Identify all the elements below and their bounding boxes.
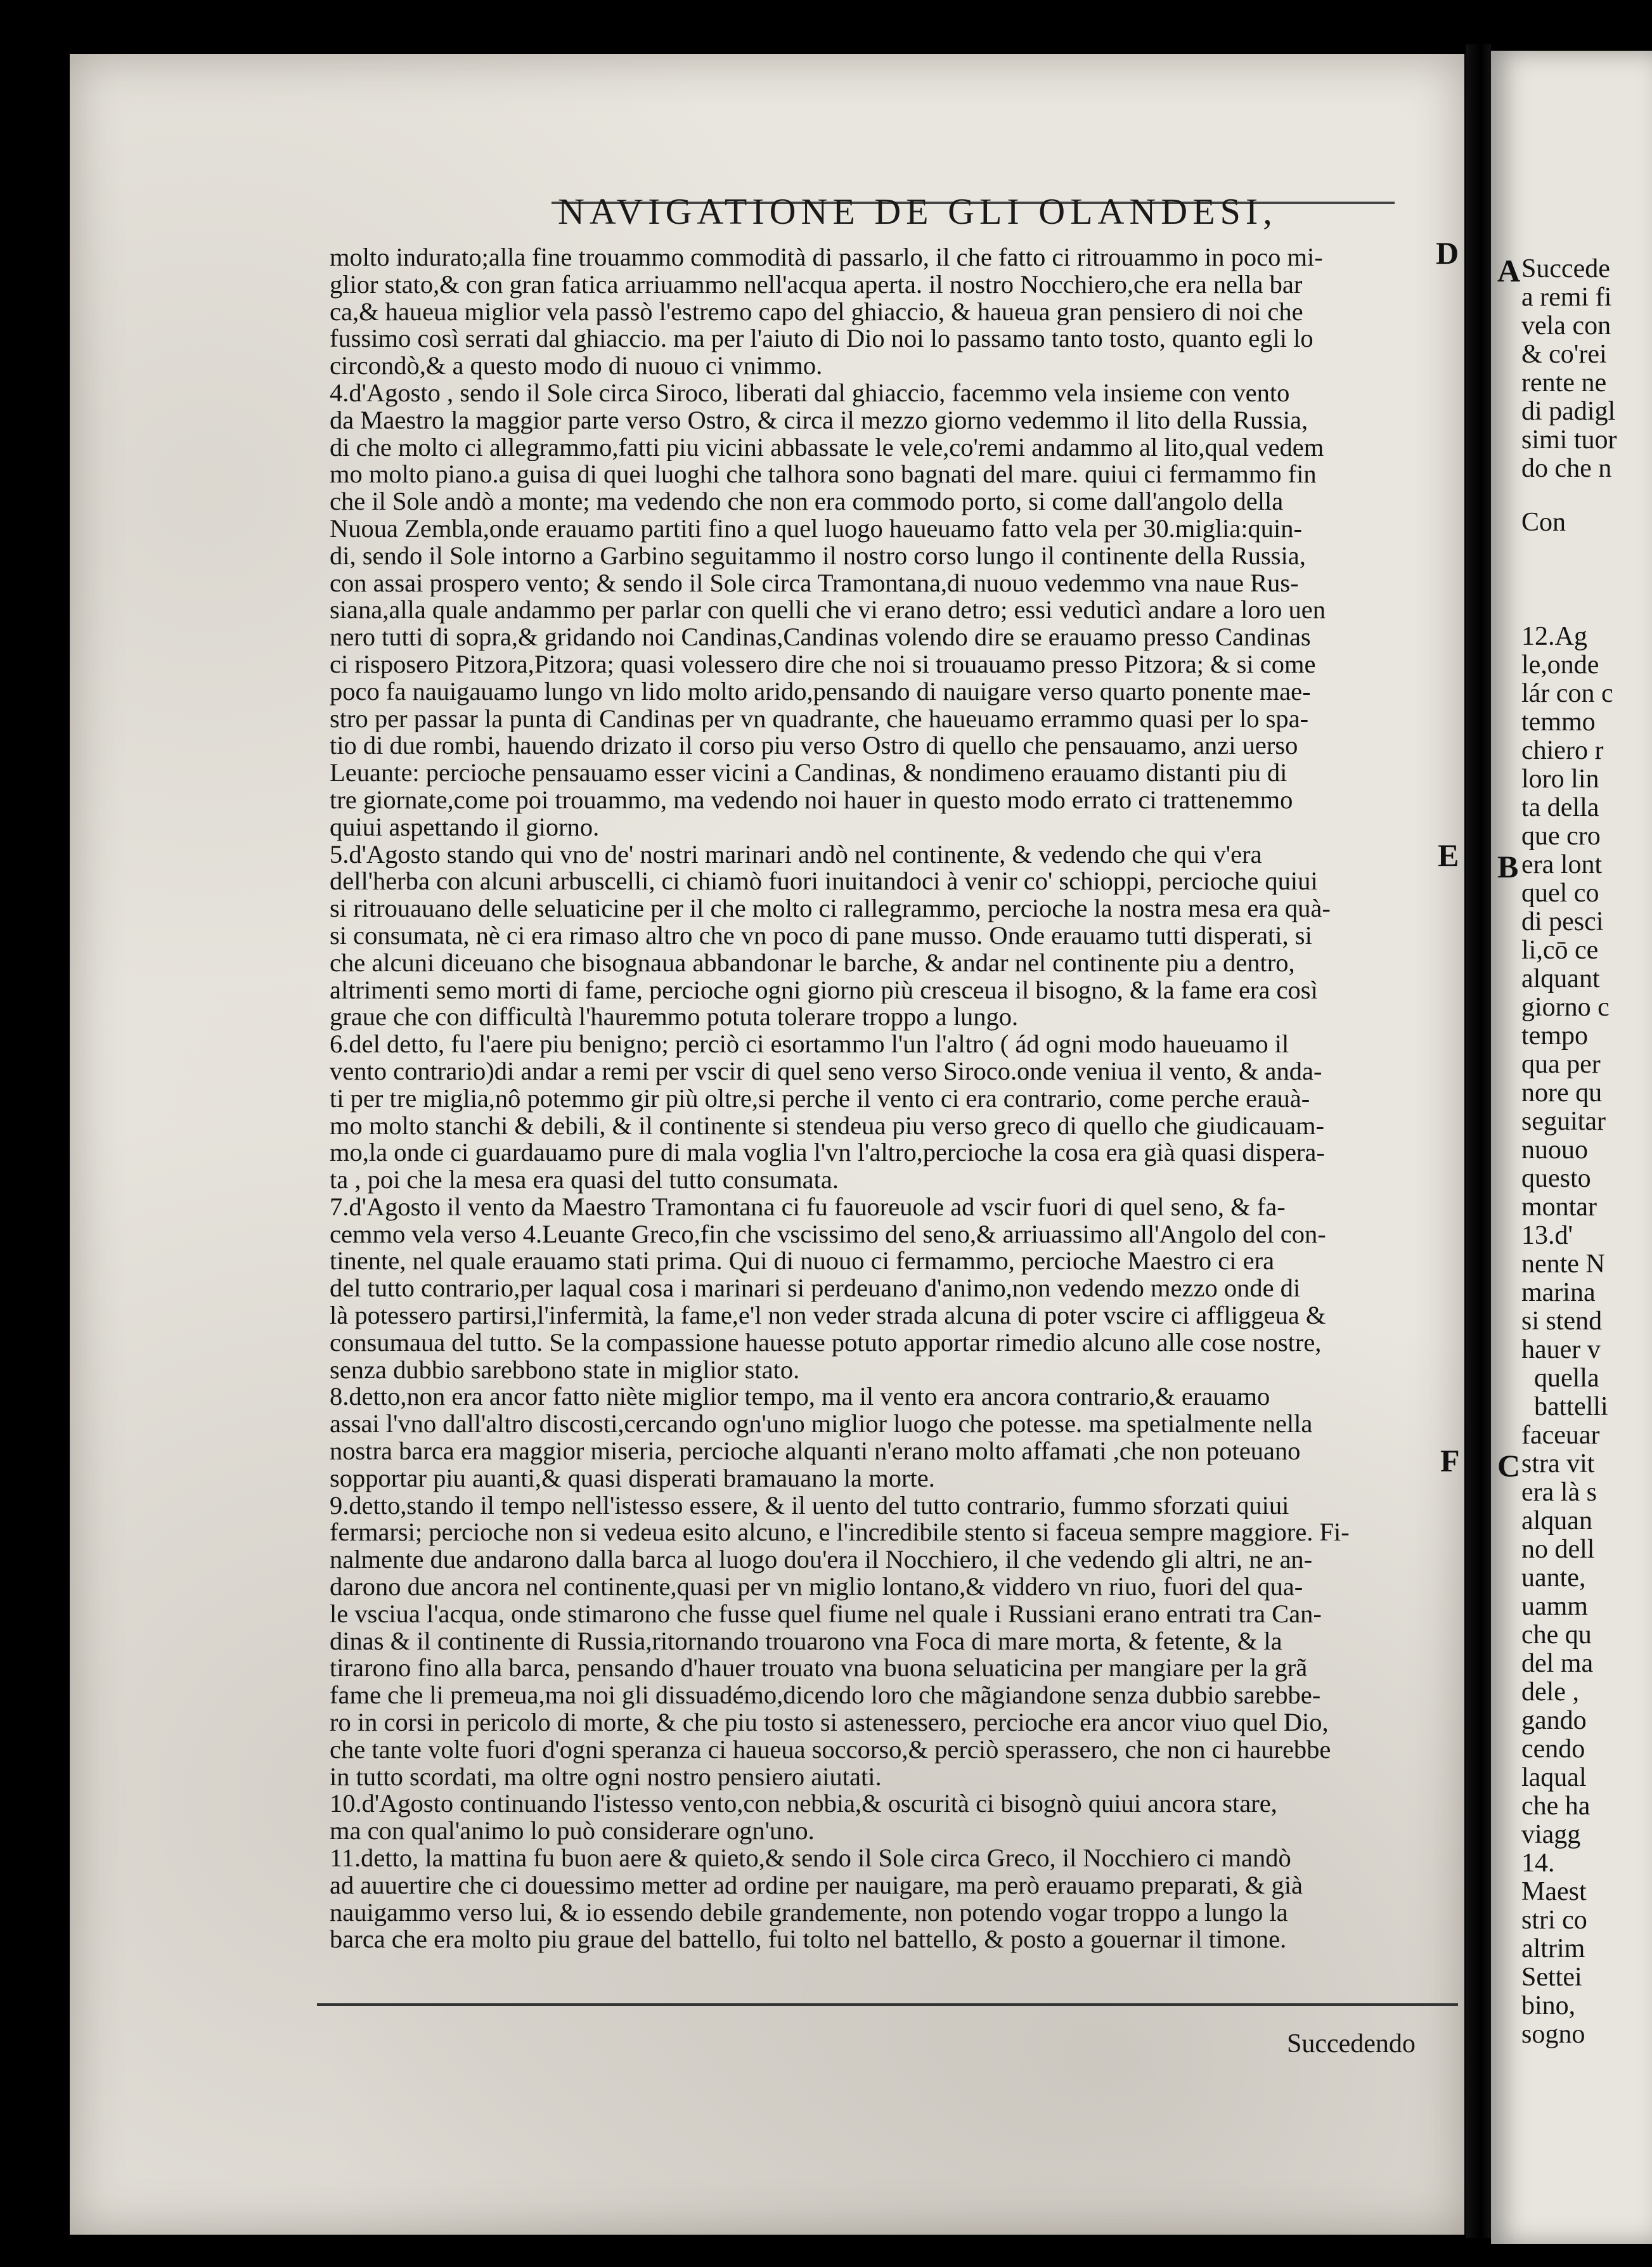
body-line: che alcuni diceuano che bisognaua abbandonar le barche, & andar nel continente piu a dentro, (330, 949, 1295, 977)
body-line: ro in corsi in pericolo di morte, & che piu tosto si astenessero, percioche era ancor viuo quel Dio, (330, 1709, 1329, 1736)
body-line: nero tutti di sopra,& gridando noi Candinas,Candinas volendo dire se erauamo presso Candinas (330, 624, 1311, 651)
facing-page-line: Con (1521, 508, 1566, 537)
body-line: da Maestro la maggior parte verso Ostro, & circa il mezzo giorno vedemmo il lito della Russia, (330, 406, 1308, 434)
facing-page-line: Maest (1521, 1877, 1587, 1906)
facing-page-line: qua per (1521, 1050, 1601, 1079)
body-line: tio di due rombi, hauendo drizato il corso piu verso Ostro di quello che pensauamo, anzi uerso (330, 732, 1298, 760)
facing-page-line: tempo (1521, 1021, 1588, 1050)
facing-page-line: era lont (1521, 850, 1603, 879)
margin-letter-f: F (1440, 1443, 1460, 1478)
facing-page-line: faceuar (1521, 1421, 1600, 1450)
body-line: consumaua del tutto. Se la compassione hauesse potuto apportar rimedio alcuno alle cose nostre, (330, 1329, 1322, 1357)
facing-marker-a: A (1497, 253, 1521, 288)
facing-marker-b: B (1497, 849, 1519, 884)
body-line: le vsciua l'acqua, onde stimarono che fusse quel fiume nel quale i Russiani erano entrati tra Can- (330, 1600, 1322, 1628)
facing-page-line: gando (1521, 1706, 1587, 1735)
body-line: ci risposero Pitzora,Pitzora; quasi volessero dire che noi si trouauamo presso Pitzora; & si come (330, 650, 1316, 678)
facing-page-line: vela con (1521, 311, 1611, 340)
facing-page-line: nore qu (1521, 1078, 1603, 1108)
body-line: tirarono fino alla barca, pensando d'hauer trouato vna buona seluaticina per mangiare per la grã (330, 1655, 1308, 1682)
facing-page-line: temmo (1521, 707, 1596, 737)
body-line: che il Sole andò a monte; ma vedendo che non era commodo porto, si come dall'angolo della (330, 488, 1284, 515)
body-line: ca,& haueua miglior vela passò l'estremo capo del ghiaccio, & haueua gran pensiero di noi che (330, 298, 1303, 326)
body-line: di, sendo il Sole intorno a Garbino seguitammo il nostro corso lungo il continente della Russia, (330, 542, 1306, 570)
body-line: siana,alla quale andammo per parlar con quelli che vi erano detro; essi veduticì andare a loro uen (330, 597, 1326, 624)
facing-page-line: dele , (1521, 1677, 1579, 1707)
facing-page-line: chiero r (1521, 736, 1604, 765)
facing-page-line: do che n (1521, 454, 1612, 483)
facing-page-line: rente ne (1521, 368, 1607, 397)
body-line: senza dubbio sarebbono state in miglior stato. (330, 1356, 800, 1384)
facing-page-line: si stend (1521, 1307, 1603, 1336)
body-line: Leuante: percioche pensauamo esser vicini a Candinas, & nondimeno erauamo distanti piu di (330, 759, 1287, 787)
body-line: fussimo così serrati dal ghiaccio. ma per l'aiuto di Dio noi lo passamo tanto tosto, quanto egli lo (330, 325, 1313, 353)
body-line: fame che li premeua,ma noi gli dissuadémo,dicendo loro che mãgiandone senza dubbio sarebbe- (330, 1682, 1321, 1710)
body-line: ti per tre miglia,nô potemmo gir più oltre,si perche il vento ci era contrario, come perche erauà- (330, 1085, 1310, 1113)
facing-page-line: era là s (1521, 1478, 1597, 1507)
body-line: nauigammo verso lui, & io essendo debile grandemente, non potendo vogar troppo a lungo la (330, 1899, 1288, 1927)
facing-page-line: 14. (1521, 1849, 1555, 1878)
body-line: mo,la onde ci guardauamo pure di mala voglia l'vn l'altro,percioche la cosa era già quasi dispera- (330, 1139, 1325, 1167)
body-line: graue che con difficultà l'hauremmo potuta tolerare troppo a lungo. (330, 1004, 1019, 1031)
body-line: altrimenti semo morti di fame, percioche ogni giorno più cresceua il bisogno, & la fame era così (330, 976, 1318, 1004)
facing-page-line: Succede (1521, 254, 1610, 283)
facing-page-line: altrim (1521, 1934, 1585, 1963)
facing-page-line: uante, (1521, 1563, 1586, 1592)
facing-page-line: que cro (1521, 822, 1601, 851)
body-line: 5.d'Agosto stando qui vno de' nostri marinari andò nel continente, & vedendo che qui v'era (330, 841, 1262, 869)
facing-page-line: stri co (1521, 1906, 1587, 1935)
facing-page-line: simi tuor (1521, 425, 1617, 455)
facing-page-line: uamm (1521, 1592, 1588, 1621)
body-line: nostra barca era maggior miseria, percioche alquanti n'erano molto affamati ,che non poteuano (330, 1438, 1301, 1465)
body-line: mo molto piano.a guisa di quei luoghi che talhora sono bagnati del mare. quiui ci fermammo fin (330, 461, 1317, 489)
book-gutter (1466, 44, 1491, 2238)
body-line: ta , poi che la mesa era quasi del tutto consumata. (330, 1166, 839, 1194)
body-line: dinas & il continente di Russia,ritornando trouarono vna Foca di mare morta, & fetente, & la (330, 1627, 1282, 1655)
body-line: con assai prospero vento; & sendo il Sole circa Tramontana,di nuouo vedemmo vna naue Rus- (330, 569, 1299, 597)
body-line: si consumata, nè ci era rimaso altro che vn poco di pane musso. Onde erauamo tutti disperati, si (330, 922, 1312, 950)
body-line: fermarsi; percioche non si vedeua esito alcuno, e l'incredibile stento si faceua sempre maggiore. Fi- (330, 1519, 1350, 1547)
facing-page-line: loro lin (1521, 765, 1599, 794)
facing-page-line: cendo (1521, 1734, 1585, 1764)
facing-page-line: alquan (1521, 1506, 1592, 1535)
body-line: molto indurato;alla fine trouammo commodità di passarlo, il che fatto ci ritrouammo in poco mi- (330, 244, 1323, 271)
margin-letter-e: E (1438, 837, 1459, 873)
body-line: darono due ancora nel continente,quasi per vn miglio lontano,& viddero vn riuo, fuori del qua- (330, 1573, 1303, 1601)
facing-page-line: stra vit (1521, 1449, 1595, 1478)
facing-page-line: che ha (1521, 1792, 1591, 1821)
facing-page-line: nuouo (1521, 1135, 1588, 1165)
facing-page-line: marina (1521, 1278, 1596, 1307)
facing-page-line: battelli (1534, 1392, 1608, 1421)
facing-page-line: alquant (1521, 964, 1600, 993)
body-line: in tutto scordati, ma oltre ogni nostro pensiero aiutati. (330, 1763, 882, 1791)
facing-page-line: 12.Ag (1521, 622, 1587, 651)
facing-page-line: quel co (1521, 879, 1599, 908)
facing-page-line: di pesci (1521, 907, 1604, 936)
body-line: mo molto stanchi & debili, & il continente si stendeua piu verso greco di quello che giudicauam- (330, 1112, 1324, 1140)
bottom-rule (317, 2003, 1458, 2006)
body-line: ma con qual'animo lo può considerare ogn'uno. (330, 1818, 815, 1845)
margin-letter-d: D (1436, 235, 1459, 271)
body-line: 7.d'Agosto il vento da Maestro Tramontana ci fu fauoreuole ad vscir fuori di quel seno, & fa- (330, 1193, 1286, 1221)
facing-page-line: a remi fi (1521, 283, 1612, 312)
facing-page-line: laqual (1521, 1763, 1587, 1792)
body-line: assai l'vno dall'altro discosti,cercando ogn'uno miglior luogo che potesse. ma spetialmente nella (330, 1411, 1313, 1438)
facing-page-line: no dell (1521, 1535, 1595, 1564)
catchword: Succedendo (1287, 2029, 1416, 2058)
body-line: 6.del detto, fu l'aere piu benigno; perciò ci esortammo l'un l'altro ( ád ogni modo haueuamo il (330, 1031, 1289, 1058)
body-line: vento contrario)di andar a remi per vscir di quel seno verso Siroco.onde veniua il vento, & anda- (330, 1057, 1322, 1085)
facing-page-line: viagg (1521, 1820, 1581, 1849)
facing-page-line: quella (1534, 1364, 1599, 1393)
facing-page-line: li,cō ce (1521, 936, 1599, 965)
body-line: poco fa nauigauamo lungo vn lido molto arido,pensando di nauigare verso quarto ponente mae- (330, 678, 1311, 706)
body-line: 11.detto, la mattina fu buon aere & quieto,& sendo il Sole circa Greco, il Nocchiero ci mandò (330, 1845, 1291, 1872)
body-line: dell'herba con alcuni arbuscelli, ci chiamò fuori inuitandoci à venir co' schioppi, percioche quiui (330, 868, 1318, 896)
body-line: quiui aspettando il giorno. (330, 813, 600, 841)
facing-page-line: Settei (1521, 1963, 1582, 1992)
facing-page-line: giorno c (1521, 993, 1610, 1022)
body-line: barca che era molto piu graue del battello, fui tolto nel battello, & posto a gouernar il timone. (330, 1926, 1287, 1954)
body-line: 4.d'Agosto , sendo il Sole circa Siroco, liberati dal ghiaccio, facemmo vela insieme con vento (330, 379, 1290, 407)
facing-page-line: nente N (1521, 1250, 1605, 1279)
body-line: 10.d'Agosto continuando l'istesso vento,con nebbia,& oscurità ci bisognò quiui ancora stare, (330, 1790, 1277, 1818)
body-line: 9.detto,stando il tempo nell'istesso essere, & il uento del tutto contrario, fummo sforzati quiui (330, 1492, 1289, 1520)
facing-page-line: seguitar (1521, 1107, 1606, 1136)
facing-page-line: che qu (1521, 1620, 1592, 1650)
facing-page-line: sogno (1521, 2020, 1585, 2049)
facing-page-line: le,onde (1521, 650, 1599, 680)
body-line: tinente, nel quale erauamo stati prima. Qui di nuouo ci fermammo, percioche Maestro ci era (330, 1248, 1275, 1276)
body-line: nalmente due andarono dalla barca al luogo dou'era il Nocchiero, il che vedendo gli altri, ne an- (330, 1546, 1313, 1574)
body-line: si ritrouauano delle seluaticine per il che molto ci rallegrammo, percioche la nostra mesa era quà- (330, 895, 1331, 922)
body-line: cemmo vela verso 4.Leuante Greco,fin che vscissimo del seno,& arriuassimo all'Angolo del con- (330, 1220, 1326, 1248)
facing-page-line: lár con c (1521, 679, 1613, 708)
facing-marker-c: C (1497, 1448, 1521, 1483)
facing-page-line: & co'rei (1521, 340, 1607, 369)
body-line: di che molto ci allegrammo,fatti piu vicini abbassate le vele,co'remi andammo al lito,qual vedem (330, 434, 1324, 462)
body-line: glior stato,& con gran fatica arriuammo nell'acqua aperta. il nostro Nocchiero,che era nella bar (330, 271, 1303, 299)
body-line: tre giornate,come poi trouammo, ma vedendo noi hauer in questo modo errato ci trattenemmo (330, 786, 1293, 814)
body-line: 8.detto,non era ancor fatto niète miglior tempo, ma il vento era ancora contrario,& erauamo (330, 1383, 1270, 1411)
body-line: sopportar piu auanti,& quasi disperati bramauano la morte. (330, 1464, 935, 1492)
body-line: che tante volte fuori d'ogni speranza ci haueua soccorso,& perciò sperassero, che non ci haurebbe (330, 1736, 1331, 1764)
body-line: circondò,& a questo modo di nuouo ci vnimmo. (330, 352, 823, 380)
facing-page-line: bino, (1521, 1991, 1576, 2020)
facing-page-line: hauer v (1521, 1335, 1601, 1364)
facing-page-line: 13.d' (1521, 1221, 1573, 1250)
facing-page-line: del ma (1521, 1649, 1594, 1678)
facing-page-line: montar (1521, 1192, 1597, 1222)
body-line: Nuoua Zembla,onde erauamo partiti fino a quel luogo haueuamo fatto vela per 30.miglia:quin- (330, 515, 1303, 543)
facing-page-line: ta della (1521, 793, 1599, 822)
facing-page-line: questo (1521, 1164, 1591, 1193)
body-text (330, 244, 1433, 1953)
facing-page-line: di padigl (1521, 397, 1616, 426)
body-line: stro per passar la punta di Candinas per vn quadrante, che haueuamo errammo quasi per lo spa- (330, 705, 1309, 733)
body-line: là potessero partirsi,l'infermità, la fame,e'l non veder strada alcuna di poter vscire ci affliggeua & (330, 1302, 1326, 1329)
running-header: NAVIGATIONE DE GLI OLANDESI, (558, 191, 1277, 232)
body-line: ad auuertire che ci douessimo metter ad ordine per nauigare, ma però erauamo preparati, & già (330, 1871, 1303, 1899)
body-line: del tutto contrario,per laqual cosa i marinari si perdeuano d'animo,non vedendo mezzo onde di (330, 1275, 1301, 1303)
